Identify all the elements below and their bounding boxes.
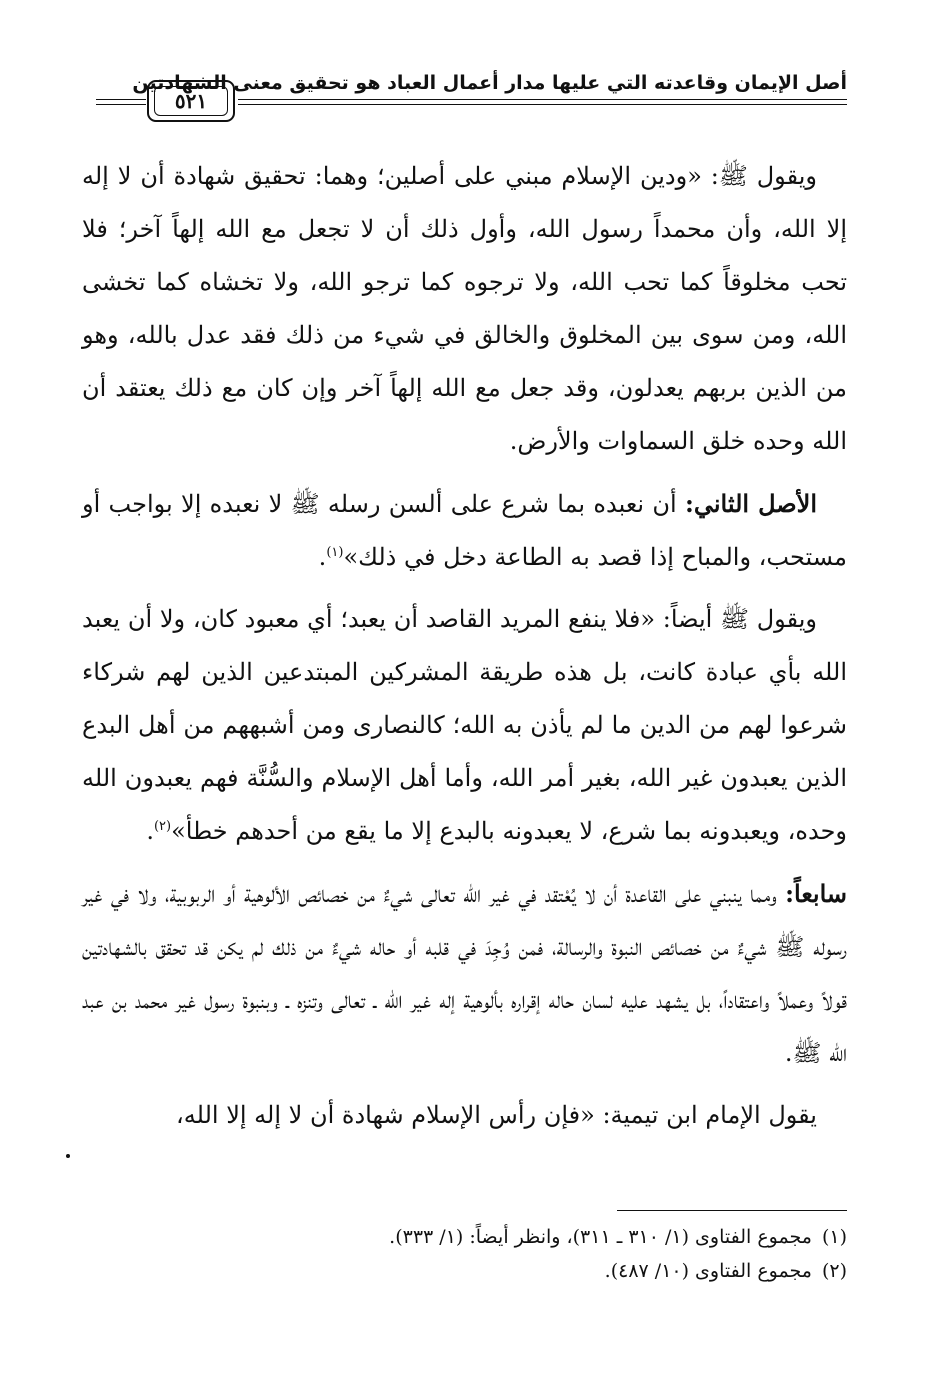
margin-dot: [66, 1154, 70, 1158]
page-number-frame: [147, 80, 235, 122]
page-number: ٥٢١: [154, 86, 228, 116]
paragraph-text: يقول الإمام ابن تيمية: «فإن رأس الإسلام شهادة أن لا إله إلا الله،: [176, 1101, 817, 1129]
footnote-text: مجموع الفتاوى (١٠/ ٤٨٧).: [604, 1260, 812, 1282]
footnote-number: (١): [821, 1226, 847, 1248]
header-rule-left-top: [96, 99, 146, 100]
footnote-text: مجموع الفتاوى (١/ ٣١٠ ـ ٣١١)، وانظر أيضاً: (١/ ٣٣٣).: [389, 1226, 812, 1248]
paragraph-text: ويقول ﷺ: «ودين الإسلام مبني على أصلين؛ وهما: تحقيق شهادة أن لا إله إلا الله، وأن محمداً رسول الله، وأول ذلك أن لا تجعل مع الله إلهاً آخر؛ فلا تحب مخلوقاً كما تحب الله، ولا ترجوه كما ترجو الله، ولا تخشاه كما تخشى الله، ومن سوى بين المخلوق والخالق في شيء من ذلك فقد عدل بالله، وهو من الذين بربهم يعدلون، وقد جعل مع الله إلهاً آخر وإن كان مع ذلك يعتقد أن الله وحده خلق السماوات والأرض.: [82, 162, 847, 455]
running-header-title: أصل الإيمان وقاعدته التي عليها مدار أعمال العباد هو تحقيق معنى الشهادتين: [132, 72, 847, 94]
paragraph-1: [82, 150, 847, 468]
paragraph-heading: الأصل الثاني:: [684, 489, 818, 518]
header-rule-bottom: [238, 104, 847, 105]
paragraph-text: ومما ينبني على القاعدة أن لا يُعْتقد في غير الله تعالى شيءٌ من خصائص الألوهية أو الربوبية، ولا في غير رسوله ﷺ شيءٌ من خصائص النبوة والرسالة، فمن وُجِدَ في قلبه أو حاله شيءٌ من ذلك لم يكن قد تحقق بالشهادتين قولاً وعملاً واعتقاداً، بل يشهد عليه لسان حاله إقراره بألوهية إله غير الله ـ تعالى وتنزه ـ وبنبوة رسول غير محمد بن عبد الله ﷺ.: [82, 880, 847, 1067]
paragraph-end: .: [318, 543, 327, 571]
paragraph-heading: سابعاً:: [785, 879, 848, 908]
footnote-separator: [617, 1210, 847, 1211]
paragraph-2: [82, 477, 847, 584]
header-rule-top: [238, 99, 847, 100]
paragraph-text: أن نعبده بما شرع على ألسن رسله ﷺ لا نعبده إلا بواجب أو مستحب، والمباح إذا قصد به الطاعة دخل في ذلك»: [82, 490, 847, 571]
paragraph-end: .: [146, 817, 154, 845]
footnote-ref-1: (١): [326, 545, 344, 560]
footnote-number: (٢): [821, 1260, 847, 1282]
footnote-ref-2: (٢): [153, 819, 172, 834]
main-text: [82, 150, 847, 1151]
paragraph-4: [82, 867, 847, 1080]
footnotes: [82, 1220, 847, 1288]
header-rule-left-bottom: [96, 104, 146, 105]
paragraph-text: ويقول ﷺ أيضاً: «فلا ينفع المريد القاصد أن يعبد؛ أي معبود كان، ولا أن يعبد الله بأي عبادة كانت، بل هذه طريقة المشركين المبتدعين الذين لهم شركاء شرعوا لهم من الدين ما لم يأذن به الله؛ كالنصارى ومن أشبههم من أهل البدع الذين يعبدون غير الله، بغير أمر الله، وأما أهل الإسلام والسُّنَّة فهم يعبدون الله وحده، ويعبدونه بما شرع، لا يعبدونه بالبدع إلا ما يقع من أحدهم خطأ»: [82, 605, 847, 845]
paragraph-3: [82, 593, 847, 858]
footnote-1: [82, 1220, 847, 1254]
footnote-2: [82, 1254, 847, 1288]
paragraph-5: [82, 1089, 847, 1142]
